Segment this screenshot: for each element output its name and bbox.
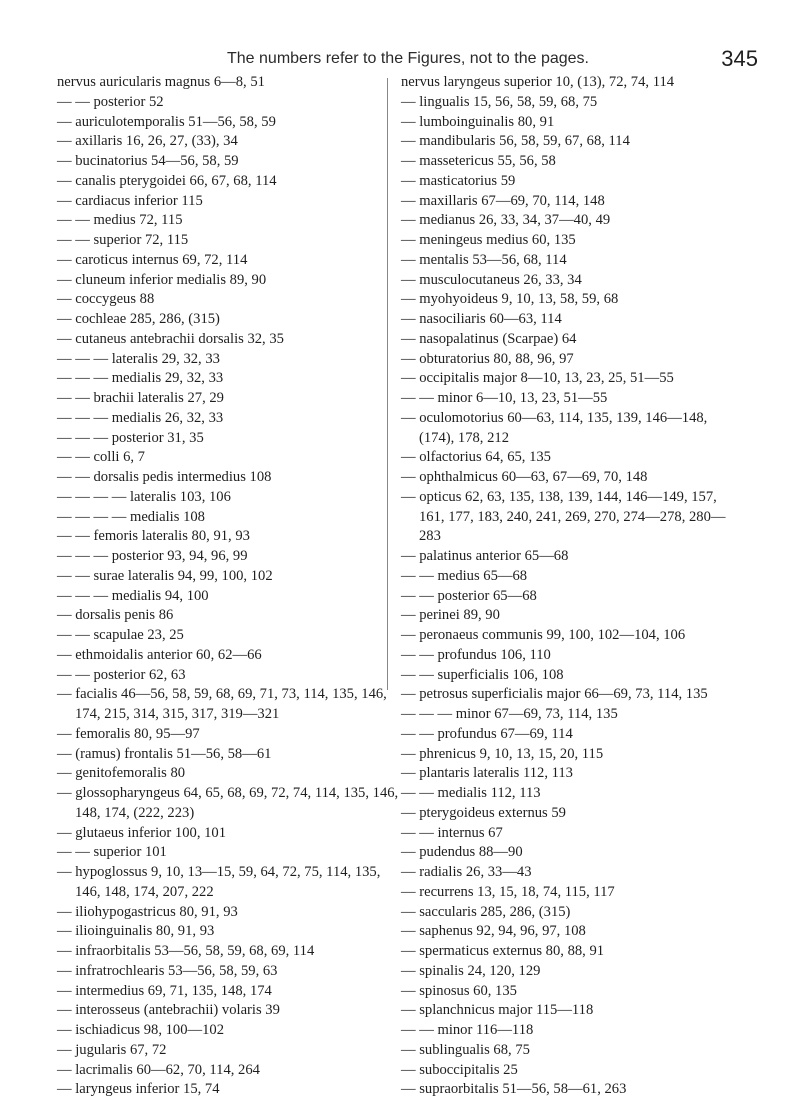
index-entry: — — minor 6—10, 13, 23, 51—55 — [401, 390, 608, 406]
index-entry: — occipitalis major 8—10, 13, 23, 25, 51—55 — [401, 370, 674, 387]
index-entry: — facialis 46—56, 58, 59, 68, 69, 71, 73, 114, 135, 146, 174, 215, 314, 315, 317, 319—321 — [57, 686, 387, 722]
index-entry: — — — — lateralis 103, 106 — [57, 488, 231, 505]
index-entry: — mentalis 53—56, 68, 114 — [401, 251, 567, 268]
index-entry: — petrosus superficialis major 66—69, 73, 114, 135 — [401, 686, 708, 703]
index-entry: — massetericus 55, 56, 58 — [401, 153, 556, 169]
index-entry: — — internus 67 — [401, 824, 503, 841]
index-entry: — suboccipitalis 25 — [401, 1061, 518, 1078]
index-entry: — masticatorius 59 — [401, 172, 516, 189]
index-entry: — — medialis 112, 113 — [401, 785, 541, 801]
index-entry: — — — lateralis 29, 32, 33 — [57, 350, 220, 367]
index-entry: — glutaeus inferior 100, 101 — [57, 824, 227, 841]
index-entry: — ischiadicus 98, 100—102 — [57, 1022, 225, 1038]
index-entry: — pterygoideus externus 59 — [401, 804, 566, 821]
page-header — [58, 44, 758, 74]
index-entry: — cardiacus inferior 115 — [57, 192, 203, 209]
index-entry: — — posterior 65—68 — [401, 587, 537, 604]
index-entry: — bucinatorius 54—56, 58, 59 — [57, 153, 239, 169]
index-entry: — musculocutaneus 26, 33, 34 — [401, 271, 582, 288]
index-entry: — nasociliaris 60—63, 114 — [401, 311, 562, 327]
index-entry: — maxillaris 67—69, 70, 114, 148 — [401, 192, 605, 209]
index-entry: — spinalis 24, 120, 129 — [401, 962, 541, 979]
column-divider — [387, 78, 388, 690]
index-entry: — saphenus 92, 94, 96, 97, 108 — [401, 923, 586, 940]
index-entry: — jugularis 67, 72 — [57, 1041, 167, 1058]
index-entry: — oculomotorius 60—63, 114, 135, 139, 146—148, (174), 178, 212 — [401, 409, 708, 446]
index-entry: — genitofemoralis 80 — [57, 765, 186, 782]
index-entry: — peronaeus communis 99, 100, 102—104, 106 — [401, 627, 686, 643]
index-entry: — — medius 65—68 — [401, 567, 528, 584]
index-entry: — lacrimalis 60—62, 70, 114, 264 — [57, 1061, 260, 1078]
page-number: 345 — [721, 46, 758, 71]
index-entry: — radialis 26, 33—43 — [401, 864, 532, 880]
index-entry: — cochleae 285, 286, (315) — [57, 311, 220, 327]
index-entry: — — posterior 62, 63 — [57, 666, 186, 683]
index-entry: — infratrochlearis 53—56, 58, 59, 63 — [57, 962, 278, 979]
index-entry: — cluneum inferior medialis 89, 90 — [57, 271, 267, 288]
index-entry: — — brachii lateralis 27, 29 — [57, 390, 224, 406]
index-entry: — — colli 6, 7 — [57, 449, 145, 466]
index-column-left — [57, 73, 399, 1100]
index-entry: — femoralis 80, 95—97 — [57, 725, 200, 742]
index-entry: — meningeus medius 60, 135 — [401, 232, 576, 248]
index-entry: — sublingualis 68, 75 — [401, 1041, 530, 1058]
index-entry: — interosseus (antebrachii) volaris 39 — [57, 1002, 280, 1019]
index-entry: — palatinus anterior 65—68 — [401, 548, 569, 564]
index-entry: — — scapulae 23, 25 — [57, 627, 184, 643]
index-entry: — glossopharyngeus 64, 65, 68, 69, 72, 74, 114, 135, 146, 148, 174, (222, 223) — [57, 785, 399, 821]
index-entry: — — superior 101 — [57, 844, 167, 861]
index-entry: — spinosus 60, 135 — [401, 982, 517, 999]
index-entry: — — posterior 52 — [57, 93, 164, 110]
index-entry: — olfactorius 64, 65, 135 — [401, 449, 551, 466]
index-entry: — cutaneus antebrachii dorsalis 32, 35 — [57, 330, 284, 347]
index-entry: — infraorbitalis 53—56, 58, 59, 68, 69, 114 — [57, 943, 315, 959]
index-entry: — opticus 62, 63, 135, 138, 139, 144, 146—149, 157, 161, 177, 183, 240, 241, 269, 270, 274—278, 280—283 — [401, 488, 726, 545]
index-entry: — — — medialis 26, 32, 33 — [57, 409, 224, 426]
index-entry: — — femoris lateralis 80, 91, 93 — [57, 528, 250, 545]
index-entry: — dorsalis penis 86 — [57, 607, 174, 624]
index-entry: — — minor 116—118 — [401, 1022, 534, 1038]
index-entry: — myohyoideus 9, 10, 13, 58, 59, 68 — [401, 291, 619, 308]
index-entry: — saccularis 285, 286, (315) — [401, 903, 571, 920]
header-note: The numbers refer to the Figures, not to the pages. — [227, 50, 589, 67]
index-entry: — — surae lateralis 94, 99, 100, 102 — [57, 567, 273, 584]
index-entry: — — superior 72, 115 — [57, 232, 189, 248]
index-entry: — iliohypogastricus 80, 91, 93 — [57, 903, 238, 920]
index-entry: — lumboinguinalis 80, 91 — [401, 113, 555, 130]
index-entry: — hypoglossus 9, 10, 13—15, 59, 64, 72, 75, 114, 135, 146, 148, 174, 207, 222 — [57, 864, 381, 900]
index-entry: — lingualis 15, 56, 58, 59, 68, 75 — [401, 93, 598, 110]
index-entry: — — — — medialis 108 — [57, 508, 205, 525]
index-entry: — intermedius 69, 71, 135, 148, 174 — [57, 982, 272, 999]
index-entry: — — — medialis 94, 100 — [57, 587, 209, 604]
index-entry: — splanchnicus major 115—118 — [401, 1002, 594, 1019]
index-entry: — — — posterior 31, 35 — [57, 429, 204, 446]
index-entry: — supraorbitalis 51—56, 58—61, 263 — [401, 1081, 627, 1098]
index-entry: — pudendus 88—90 — [401, 844, 523, 861]
index-entry: — — superficialis 106, 108 — [401, 666, 564, 683]
index-entry: — — — posterior 93, 94, 96, 99 — [57, 548, 248, 564]
index-entry: nervus auricularis magnus 6—8, 51 — [57, 74, 265, 90]
index-entry: — mandibularis 56, 58, 59, 67, 68, 114 — [401, 133, 630, 150]
index-entry: — ethmoidalis anterior 60, 62—66 — [57, 646, 262, 663]
index-entry: — spermaticus externus 80, 88, 91 — [401, 943, 605, 959]
index-entry: — auriculotemporalis 51—56, 58, 59 — [57, 113, 276, 130]
index-entry: — — — minor 67—69, 73, 114, 135 — [401, 706, 618, 722]
index-entry: — coccygeus 88 — [57, 291, 155, 308]
index-entry: — canalis pterygoidei 66, 67, 68, 114 — [57, 172, 277, 189]
index-entry: — plantaris lateralis 112, 113 — [401, 765, 573, 782]
index-entry: — axillaris 16, 26, 27, (33), 34 — [57, 133, 238, 150]
index-entry: — (ramus) frontalis 51—56, 58—61 — [57, 745, 272, 762]
index-entry: — — profundus 67—69, 114 — [401, 725, 573, 742]
index-entry: — phrenicus 9, 10, 13, 15, 20, 115 — [401, 745, 604, 762]
index-entry: nervus laryngeus superior 10, (13), 72, 74, 114 — [401, 74, 675, 90]
index-entry: — — profundus 106, 110 — [401, 646, 551, 663]
index-entry: — nasopalatinus (Scarpae) 64 — [401, 330, 577, 347]
index-entry: — ophthalmicus 60—63, 67—69, 70, 148 — [401, 469, 648, 485]
index-entry: — — medius 72, 115 — [57, 212, 183, 229]
index-entry: — ilioinguinalis 80, 91, 93 — [57, 923, 215, 940]
index-entry: — recurrens 13, 15, 18, 74, 115, 117 — [401, 883, 615, 900]
index-entry: — perinei 89, 90 — [401, 607, 500, 624]
index-entry: — caroticus internus 69, 72, 114 — [57, 251, 248, 268]
index-entry: — — dorsalis pedis intermedius 108 — [57, 469, 272, 485]
index-column-right — [401, 73, 743, 1100]
index-entry: — obturatorius 80, 88, 96, 97 — [401, 350, 574, 367]
index-entry: — — — medialis 29, 32, 33 — [57, 370, 224, 387]
index-entry: — laryngeus inferior 15, 74 — [57, 1081, 220, 1098]
index-entry: — medianus 26, 33, 34, 37—40, 49 — [401, 212, 611, 229]
